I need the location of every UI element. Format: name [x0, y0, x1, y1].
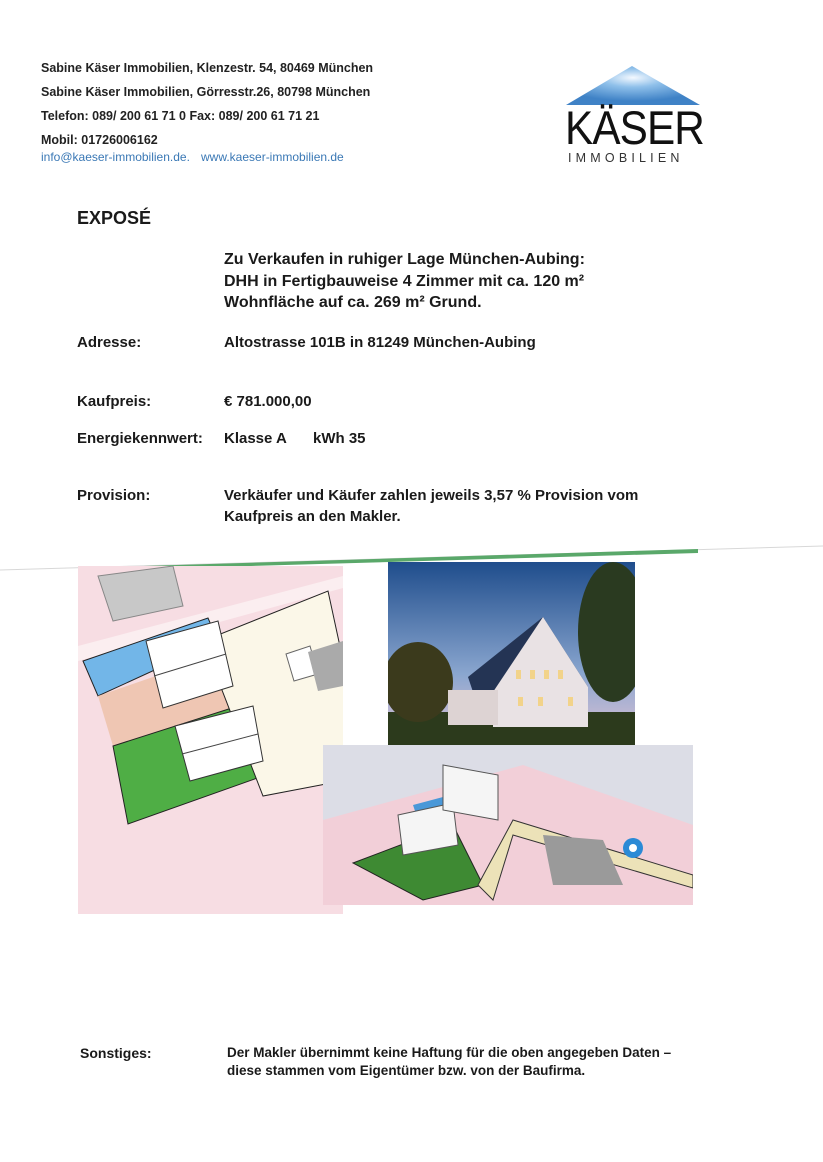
site-plan-image	[78, 566, 343, 914]
logo-wordmark: KÄSER	[565, 101, 704, 154]
logo-subtitle: IMMOBILIEN	[568, 151, 684, 165]
commission-line: Kaufpreis an den Makler.	[224, 508, 401, 525]
website-link[interactable]: www.kaeser-immobilien.de	[201, 150, 344, 164]
headline-line: Wohnfläche auf ca. 269 m² Grund.	[224, 294, 482, 311]
energy-value: kWh 35	[313, 430, 366, 447]
price-label: Kaufpreis:	[77, 393, 152, 410]
commission-line: Verkäufer und Käufer zahlen jeweils 3,57 % Provision vom	[224, 487, 639, 504]
energy-label: Energiekennwert:	[77, 430, 203, 447]
header-line: Sabine Käser Immobilien, Klenzestr. 54, 80469 München	[41, 61, 374, 75]
misc-label: Sonstiges:	[80, 1045, 152, 1061]
3d-site-view	[323, 745, 693, 905]
address-label: Adresse:	[77, 334, 142, 351]
misc-line: diese stammen vom Eigentümer bzw. von der Baufirma.	[227, 1063, 586, 1078]
header-line: Sabine Käser Immobilien, Görresstr.26, 80798 München	[41, 85, 371, 99]
header-line: Mobil: 01726006162	[41, 133, 158, 147]
commission-label: Provision:	[77, 487, 151, 504]
energy-class: Klasse A	[224, 430, 287, 447]
headline-line: DHH in Fertigbauweise 4 Zimmer mit ca. 120 m²	[224, 273, 585, 290]
header-line: Telefon: 089/ 200 61 71 0 Fax: 089/ 200 61 71 21	[41, 109, 320, 123]
email-link[interactable]: info@kaeser-immobilien.de.	[41, 150, 190, 164]
headline-line: Zu Verkaufen in ruhiger Lage München-Aubing:	[224, 251, 585, 268]
page-title: EXPOSÉ	[77, 208, 152, 228]
company-logo	[560, 64, 705, 168]
price-value: € 781.000,00	[224, 393, 312, 410]
address-value: Altostrasse 101B in 81249 München-Aubing	[224, 334, 536, 351]
house-photo	[388, 562, 635, 749]
misc-line: Der Makler übernimmt keine Haftung für die oben angegeben Daten –	[227, 1045, 672, 1060]
